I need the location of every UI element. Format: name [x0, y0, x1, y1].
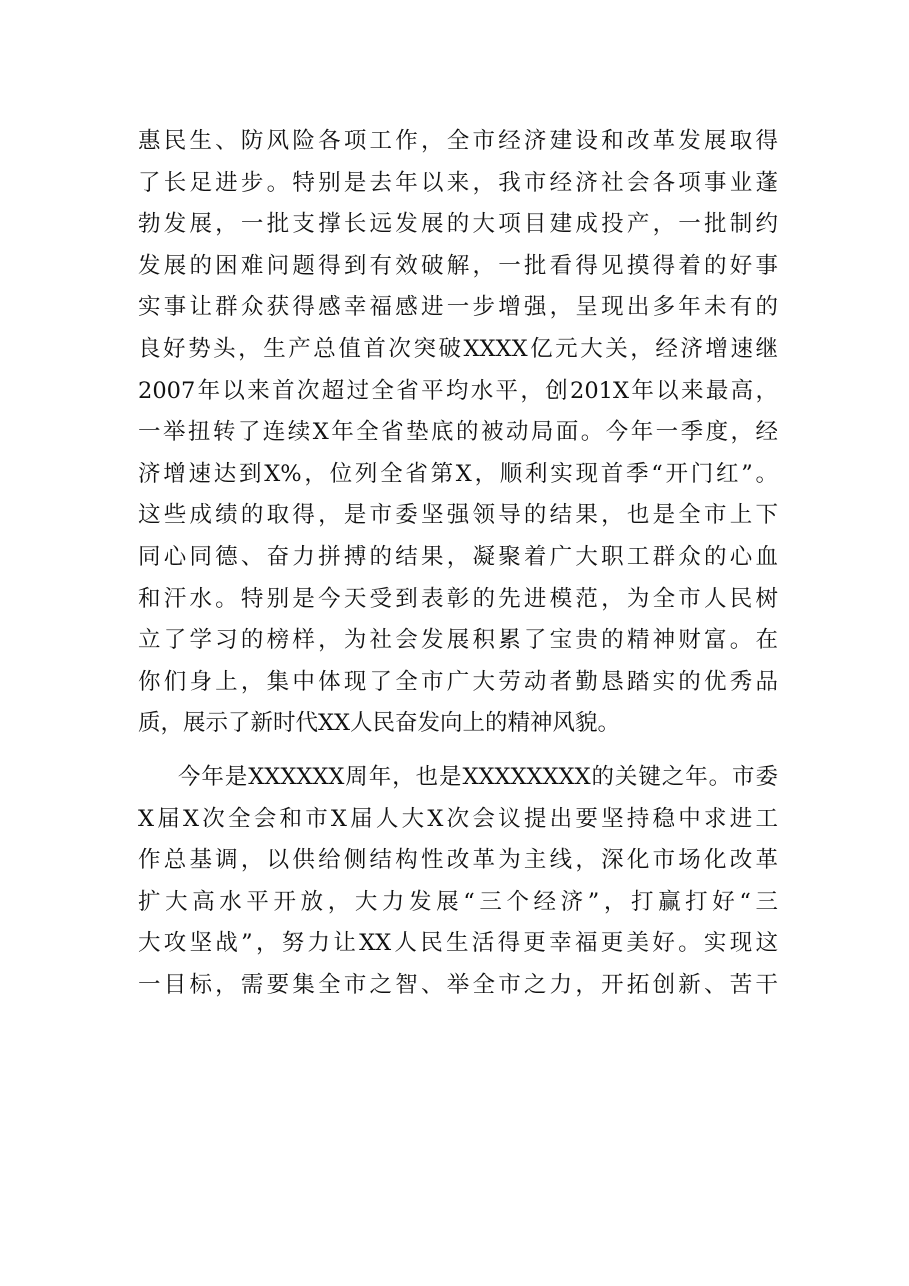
- text-line: 质，展示了新时代XX人民奋发向上的精神风貌。: [138, 710, 621, 737]
- text-line: 你们身上，集中体现了全市广大劳动者勤恳踏实的优秀品: [138, 668, 778, 695]
- text-line: 良好势头，生产总值首次突破XXXX亿元大关，经济增速继: [138, 335, 778, 362]
- paragraph-spacer: [138, 745, 778, 757]
- paragraph-2: [138, 757, 778, 1007]
- text-line: 勃发展，一批支撑长远发展的大项目建成投产，一批制约: [138, 211, 778, 238]
- text-line: 扩大高水平开放，大力发展“三个经济”，打赢打好“三: [138, 888, 778, 915]
- text-line: 作总基调，以供给侧结构性改革为主线，深化市场化改革: [138, 847, 778, 874]
- text-line: 同心同德、奋力拼搏的结果，凝聚着广大职工群众的心血: [138, 543, 778, 570]
- text-line: 实事让群众获得感幸福感进一步增强，呈现出多年未有的: [138, 294, 778, 321]
- text-line: 这些成绩的取得，是市委坚强领导的结果，也是全市上下: [138, 502, 778, 529]
- text-line: 今年是XXXXXX周年，也是XXXXXXXX的关键之年。市委: [178, 763, 778, 790]
- text-line: 和汗水。特别是今天受到表彰的先进模范，为全市人民树: [138, 585, 778, 612]
- text-line: 一举扭转了连续X年全省垫底的被动局面。今年一季度，经: [138, 419, 778, 446]
- text-line: 济增速达到X%，位列全省第X，顺利实现首季“开门红”。: [138, 460, 778, 487]
- text-line: 大攻坚战”，努力让XX人民生活得更幸福更美好。实现这: [138, 930, 778, 957]
- paragraph-1: [138, 121, 778, 745]
- body-text: [138, 121, 778, 1006]
- text-line: 发展的困难问题得到有效破解，一批看得见摸得着的好事: [138, 252, 778, 279]
- text-line: 惠民生、防风险各项工作，全市经济建设和改革发展取得: [138, 128, 778, 154]
- text-line: 立了学习的榜样，为社会发展积累了宝贵的精神财富。在: [138, 627, 778, 654]
- text-line: 2007年以来首次超过全省平均水平，创201X年以来最高，: [138, 377, 778, 404]
- text-line: 了长足进步。特别是去年以来，我市经济社会各项事业蓬: [138, 169, 778, 196]
- text-line: 一目标，需要集全市之智、举全市之力，开拓创新、苦干: [138, 971, 778, 998]
- text-line: X届X次全会和市X届人大X次会议提出要坚持稳中求进工: [138, 805, 778, 832]
